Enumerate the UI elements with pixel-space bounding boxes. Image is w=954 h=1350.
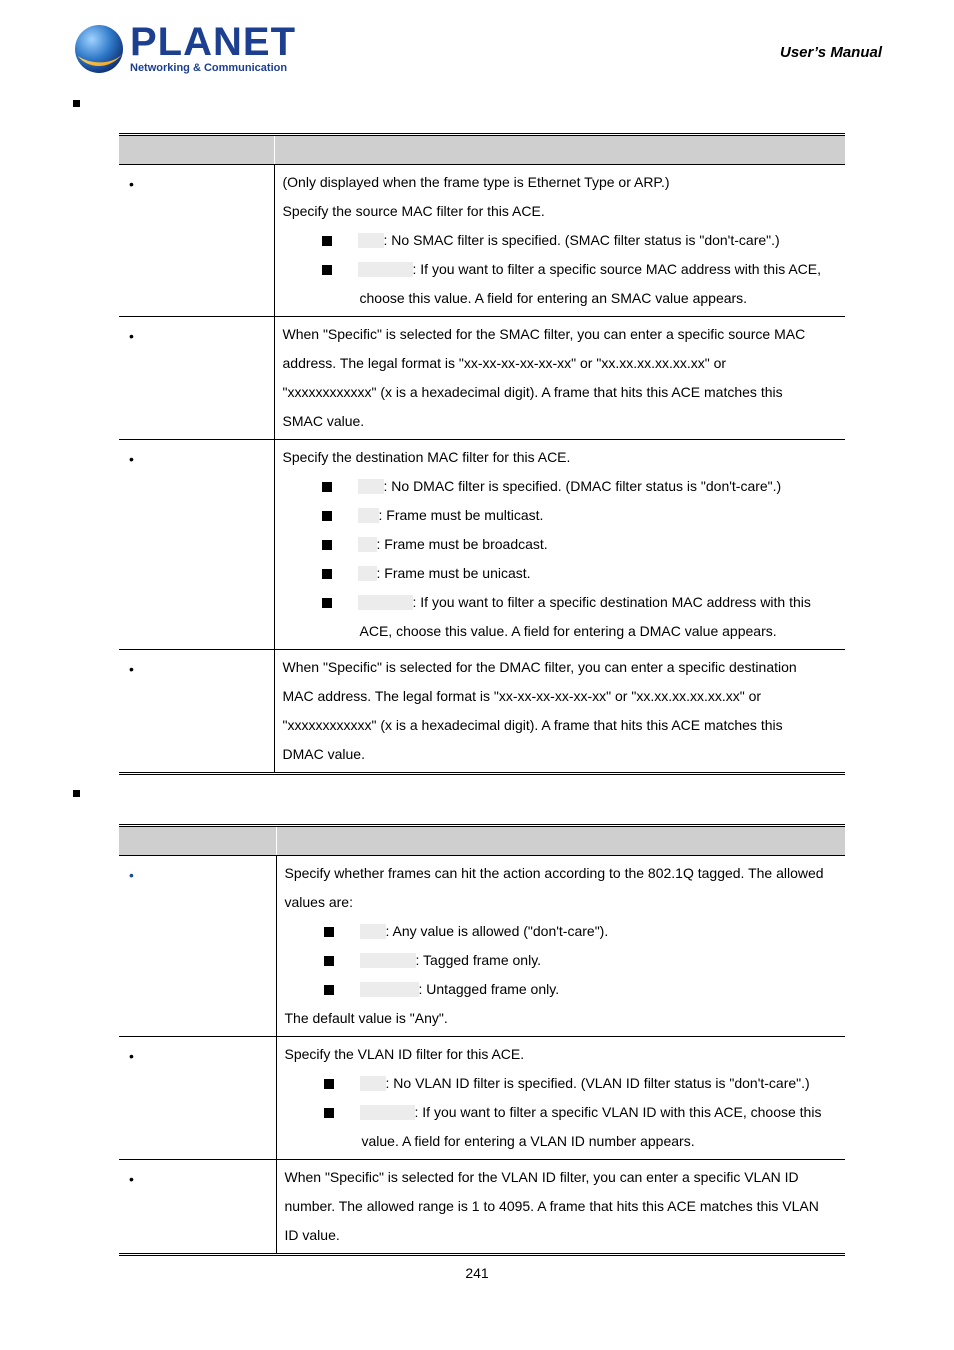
header-cell-object: [119, 826, 276, 856]
option-value-placeholder: [360, 924, 386, 939]
table-row: [119, 440, 845, 650]
description-text: "xxxxxxxxxxxx" (x is a hexadecimal digit). A frame that hits this ACE matches this: [282, 717, 783, 733]
logo-text: PLANET: [130, 20, 296, 64]
description-text: values are:: [284, 894, 353, 910]
square-bullet-icon: [322, 511, 332, 521]
section-marker-icon: [73, 100, 80, 107]
option-item: [285, 917, 840, 946]
description-text: Specify the VLAN ID filter for this ACE.: [284, 1046, 525, 1062]
planet-logo: [72, 20, 296, 80]
description-cell: [276, 1160, 845, 1255]
parameter-cell: [119, 317, 274, 440]
description-cell: [274, 317, 845, 440]
option-continuation-text: value. A field for entering a VLAN ID number appears.: [361, 1133, 695, 1149]
table-row: [119, 856, 845, 1037]
bullet-icon: •: [129, 661, 134, 677]
vlan-filter-table: [119, 824, 845, 1256]
option-text: : If you want to filter a specific destination MAC address with this: [412, 594, 811, 610]
option-continuation-text: ACE, choose this value. A field for entering a DMAC value appears.: [359, 623, 777, 639]
square-bullet-icon: [322, 265, 332, 275]
table-row: [119, 1037, 845, 1160]
description-text: ID value.: [284, 1227, 340, 1243]
description-text: When "Specific" is selected for the DMAC filter, you can enter a specific destination: [282, 659, 797, 675]
description-text: When "Specific" is selected for the VLAN ID filter, you can enter a specific VLAN ID: [284, 1169, 799, 1185]
description-text: address. The legal format is "xx-xx-xx-xx-xx-xx" or "xx.xx.xx.xx.xx.xx" or: [282, 355, 727, 371]
square-bullet-icon: [324, 1108, 334, 1118]
description-cell: [274, 440, 845, 650]
parameter-cell: [119, 165, 274, 317]
option-value-placeholder: [360, 953, 416, 968]
mac-filter-table: [119, 133, 845, 775]
option-value-placeholder: [360, 982, 419, 997]
option-value-placeholder: [358, 233, 384, 248]
table-header-row: [119, 826, 845, 856]
option-item: [283, 472, 840, 501]
bullet-icon: •: [129, 451, 134, 467]
header-cell-object: [119, 135, 274, 165]
option-continuation-text: choose this value. A field for entering an SMAC value appears.: [359, 290, 748, 306]
header-cell-description: [276, 826, 845, 856]
description-text: number. The allowed range is 1 to 4095. A frame that hits this ACE matches this VLAN: [284, 1198, 819, 1214]
parameter-cell: [119, 440, 274, 650]
page-number: 241: [465, 1265, 489, 1281]
square-bullet-icon: [324, 1079, 334, 1089]
square-bullet-icon: [322, 540, 332, 550]
description-text: MAC address. The legal format is "xx-xx-xx-xx-xx-xx" or "xx.xx.xx.xx.xx.xx" or: [282, 688, 762, 704]
section-marker-icon: [73, 790, 80, 797]
parameter-cell: [119, 856, 276, 1037]
option-text: : Frame must be multicast.: [378, 507, 544, 523]
description-text: SMAC value.: [282, 413, 365, 429]
description-text: Specify whether frames can hit the action according to the 802.1Q tagged. The allowed: [284, 865, 824, 881]
option-value-placeholder: [358, 508, 379, 523]
description-text: (Only displayed when the frame type is Ethernet Type or ARP.): [282, 174, 670, 190]
option-item: [283, 530, 840, 559]
option-text: : No SMAC filter is specified. (SMAC filter status is "don't-care".): [383, 232, 780, 248]
option-item: [285, 946, 840, 975]
square-bullet-icon: [322, 598, 332, 608]
option-text: : Frame must be broadcast.: [376, 536, 548, 552]
option-value-placeholder: [360, 1076, 386, 1091]
users-manual-label: User’s Manual: [780, 44, 882, 61]
globe-icon: [72, 22, 128, 78]
description-text: "xxxxxxxxxxxx" (x is a hexadecimal digit). A frame that hits this ACE matches this: [282, 384, 783, 400]
table-row: [119, 317, 845, 440]
table-row: [119, 650, 845, 774]
option-value-placeholder: [358, 479, 384, 494]
option-value-placeholder: [358, 537, 377, 552]
description-cell: [276, 1037, 845, 1160]
option-value-placeholder: [358, 595, 413, 610]
parameter-cell: [119, 1037, 276, 1160]
bullet-icon: •: [129, 1171, 134, 1187]
option-value-placeholder: [358, 566, 377, 581]
parameter-cell: [119, 1160, 276, 1255]
option-text: : No DMAC filter is specified. (DMAC filter status is "don't-care".): [383, 478, 782, 494]
table-header-row: [119, 135, 845, 165]
description-text: DMAC value.: [282, 746, 365, 762]
option-item: [285, 975, 840, 1004]
description-cell: [274, 650, 845, 774]
description-text: The default value is "Any".: [284, 1010, 448, 1026]
option-text: : Tagged frame only.: [415, 952, 542, 968]
description-text: Specify the destination MAC filter for this ACE.: [282, 449, 571, 465]
option-text: : If you want to filter a specific source MAC address with this ACE,: [412, 261, 821, 277]
option-text: : No VLAN ID filter is specified. (VLAN ID filter status is "don't-care".): [385, 1075, 810, 1091]
option-text: : Any value is allowed ("don't-care").: [385, 923, 609, 939]
square-bullet-icon: [324, 956, 334, 966]
square-bullet-icon: [324, 985, 334, 995]
bullet-icon: •: [129, 328, 134, 344]
bullet-icon: •: [129, 176, 134, 192]
parameter-cell: [119, 650, 274, 774]
option-item: [285, 1098, 840, 1127]
option-text: : Frame must be unicast.: [376, 565, 531, 581]
option-item: [283, 501, 840, 530]
option-text: : If you want to filter a specific VLAN ID with this ACE, choose this: [414, 1104, 822, 1120]
option-item: [283, 255, 840, 284]
description-cell: [274, 165, 845, 317]
option-value-placeholder: [360, 1105, 415, 1120]
square-bullet-icon: [324, 927, 334, 937]
square-bullet-icon: [322, 236, 332, 246]
square-bullet-icon: [322, 569, 332, 579]
square-bullet-icon: [322, 482, 332, 492]
option-item: [283, 226, 840, 255]
description-cell: [276, 856, 845, 1037]
description-text: Specify the source MAC filter for this ACE.: [282, 203, 545, 219]
header-cell-description: [274, 135, 845, 165]
bullet-icon: •: [129, 867, 134, 883]
logo-subtitle: Networking & Communication: [130, 62, 288, 74]
table-row: [119, 1160, 845, 1255]
option-item: [285, 1069, 840, 1098]
table-row: [119, 165, 845, 317]
option-value-placeholder: [358, 262, 413, 277]
bullet-icon: •: [129, 1048, 134, 1064]
description-text: When "Specific" is selected for the SMAC filter, you can enter a specific source MAC: [282, 326, 806, 342]
option-item: [283, 588, 840, 617]
option-text: : Untagged frame only.: [418, 981, 560, 997]
option-item: [283, 559, 840, 588]
